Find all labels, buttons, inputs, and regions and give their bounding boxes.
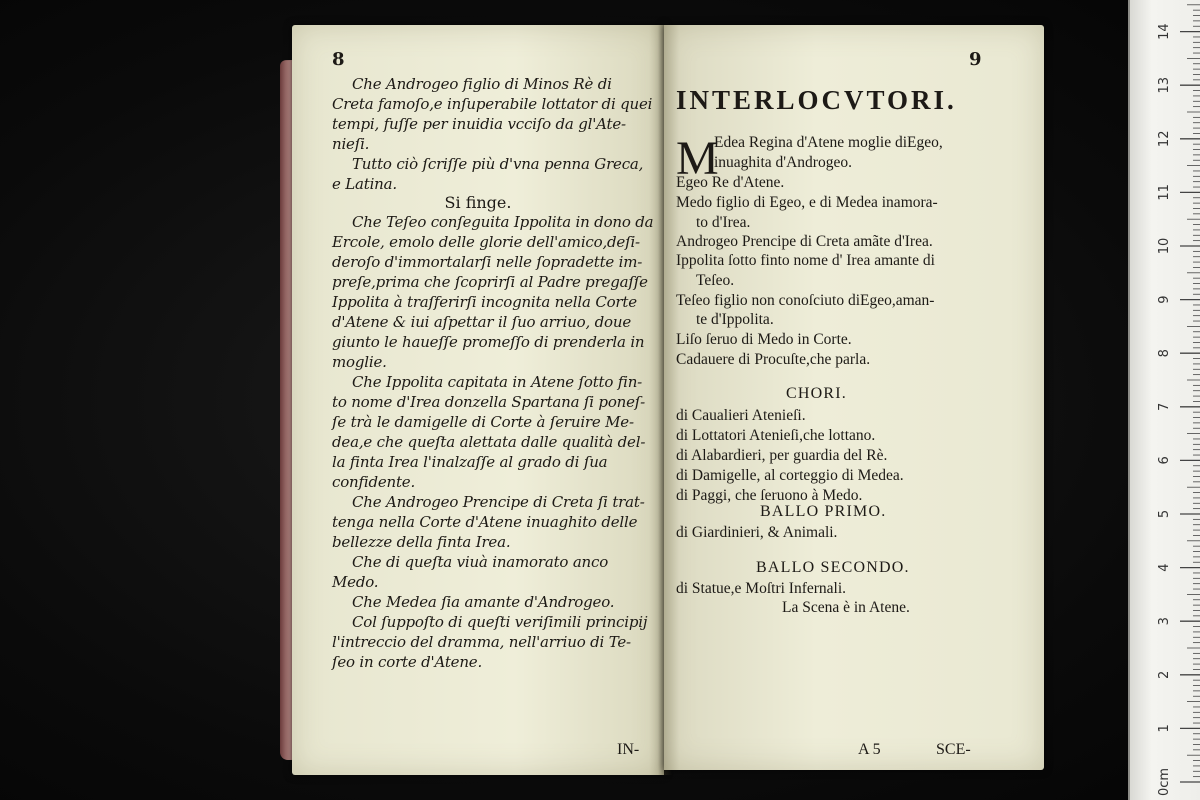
right-page bbox=[664, 25, 1044, 770]
chori-line-5: di Paggi, che ſeruono à Medo. bbox=[676, 487, 863, 504]
chori-heading: CHORI. bbox=[786, 385, 847, 402]
left-line-8: Che Teſeo conſeguita Ippolita in dono da bbox=[352, 213, 654, 231]
left-line-28: Col ſuppoſto di queſti veriſimili principij bbox=[352, 613, 648, 631]
ruler-scale bbox=[1130, 0, 1200, 800]
ruler-label: 4 bbox=[1157, 563, 1172, 572]
character-line-10: te d'Ippolita. bbox=[696, 311, 774, 328]
left-line-16: Che Ippolita capitata in Atene ſotto fin- bbox=[352, 373, 643, 391]
character-line-8: Teſeo. bbox=[696, 272, 735, 289]
character-line-3: Egeo Re d'Atene. bbox=[676, 174, 785, 191]
left-line-13: d'Atene & iui aſpettar il ſuo arriuo, doue bbox=[332, 313, 632, 331]
left-line-15: moglie. bbox=[332, 353, 387, 371]
left-line-12: Ippolita à traſferirſi incognita nella Corte bbox=[332, 293, 637, 311]
ballo-secondo-line: di Statue,e Moſtri Infernali. bbox=[676, 580, 847, 597]
left-page bbox=[292, 25, 664, 775]
left-line-4: nieſi. bbox=[332, 135, 370, 153]
character-line-1: Edea Regina d'Atene moglie diEgeo, bbox=[714, 134, 943, 151]
left-line-25: Che di queſta viuà inamorato anco bbox=[352, 553, 609, 571]
character-line-7: Ippolita ſotto finto nome d' Irea amante di bbox=[676, 252, 935, 269]
drop-cap: M bbox=[676, 132, 719, 185]
left-line-23: tenga nella Corte d'Atene inuaghito delle bbox=[332, 513, 638, 531]
left-line-29: l'intreccio del dramma, nell'arriuo di Te- bbox=[332, 633, 631, 651]
left-line-17: to nome d'Irea donzella Spartana ſi poneſ- bbox=[332, 393, 646, 411]
ruler-label: 2 bbox=[1157, 670, 1172, 679]
ruler-label: 1 bbox=[1157, 724, 1172, 733]
left-line-2: Creta famoſo,e inſuperabile lottator di quei bbox=[332, 95, 653, 113]
right-page-number: 9 bbox=[969, 49, 982, 70]
chori-line-2: di Lottatori Atenieſi,che lottano. bbox=[676, 427, 876, 444]
left-line-18: ſe trà le damigelle di Corte à ſeruire Me- bbox=[332, 413, 634, 431]
left-line-27: Che Medea ſia amante d'Androgeo. bbox=[352, 593, 615, 611]
left-line-19: dea,e che queſta alettata dalle qualità del- bbox=[332, 433, 646, 451]
scene-note: La Scena è in Atene. bbox=[782, 599, 910, 616]
ruler-label: 11 bbox=[1157, 184, 1172, 201]
left-line-30: ſeo in corte d'Atene. bbox=[332, 653, 483, 671]
ruler-label: 3 bbox=[1157, 617, 1172, 626]
left-line-9: Ercole, emolo delle glorie dell'amico,deſi- bbox=[332, 233, 640, 251]
left-line-11: preſe,prima che ſcoprirſi al Padre pregaſſe bbox=[332, 273, 648, 291]
chori-line-1: di Caualieri Atenieſi. bbox=[676, 407, 806, 424]
character-line-6: Androgeo Prencipe di Creta amãte d'Irea. bbox=[676, 233, 933, 250]
left-line-24: bellezze della finta Irea. bbox=[332, 533, 511, 551]
character-line-12: Cadauere di Procuſte,che parla. bbox=[676, 351, 871, 368]
interlocutori-heading: INTERLOCVTORI. bbox=[676, 85, 957, 115]
ruler-label: 10 bbox=[1157, 237, 1172, 255]
left-line-6: e Latina. bbox=[332, 175, 397, 193]
left-si-finge: Si finge. bbox=[444, 193, 512, 212]
ruler-label: 6 bbox=[1157, 456, 1172, 465]
character-line-11: Liſo ſeruo di Medo in Corte. bbox=[676, 331, 852, 348]
left-line-20: la finta Irea l'inalzaſſe al grado di ſua bbox=[332, 453, 608, 471]
signature-mark: A 5 bbox=[858, 741, 881, 758]
right-catchword: SCE- bbox=[936, 741, 971, 758]
character-line-2: inuaghita d'Androgeo. bbox=[714, 154, 852, 171]
ballo-primo-heading: BALLO PRIMO. bbox=[760, 503, 887, 520]
left-line-26: Medo. bbox=[332, 573, 379, 591]
left-line-10: deroſo d'immortalarſi nelle ſopradette im- bbox=[332, 253, 643, 271]
ruler-label: 13 bbox=[1157, 76, 1172, 94]
left-line-22: Che Androgeo Prencipe di Creta ſi trat- bbox=[352, 493, 645, 511]
left-catchword: IN- bbox=[617, 741, 640, 758]
left-page-number: 8 bbox=[332, 49, 345, 70]
ballo-primo-line: di Giardinieri, & Animali. bbox=[676, 524, 838, 541]
ruler-label: 12 bbox=[1157, 130, 1172, 148]
ruler-label: 8 bbox=[1157, 349, 1172, 358]
ruler-label: 7 bbox=[1157, 402, 1172, 411]
left-line-3: tempi, fuſſe per inuidia vcciſo da gl'Ate- bbox=[332, 115, 626, 133]
character-line-5: to d'Irea. bbox=[696, 214, 751, 231]
ruler-label: 14 bbox=[1157, 23, 1172, 40]
ruler-label: 0cm bbox=[1157, 767, 1172, 797]
chori-line-3: di Alabardieri, per guardia del Rè. bbox=[676, 447, 888, 464]
left-line-14: giunto le haueſſe promeſſo di prenderla in bbox=[332, 333, 645, 351]
left-line-1: Che Androgeo figlio di Minos Rè di bbox=[352, 75, 612, 93]
left-line-21: confidente. bbox=[332, 473, 416, 491]
character-line-4: Medo figlio di Egeo, e di Medea inamora- bbox=[676, 194, 938, 211]
ruler-label: 9 bbox=[1157, 295, 1172, 304]
left-line-5: Tutto ciò ſcriſſe più d'vna penna Greca, bbox=[352, 155, 644, 173]
ruler-label: 5 bbox=[1157, 509, 1172, 519]
chori-line-4: di Damigelle, al corteggio di Medea. bbox=[676, 467, 904, 484]
ballo-secondo-heading: BALLO SECONDO. bbox=[756, 559, 910, 576]
character-line-9: Teſeo figlio non conoſciuto diEgeo,aman- bbox=[676, 292, 935, 309]
measuring-ruler bbox=[1128, 0, 1200, 800]
